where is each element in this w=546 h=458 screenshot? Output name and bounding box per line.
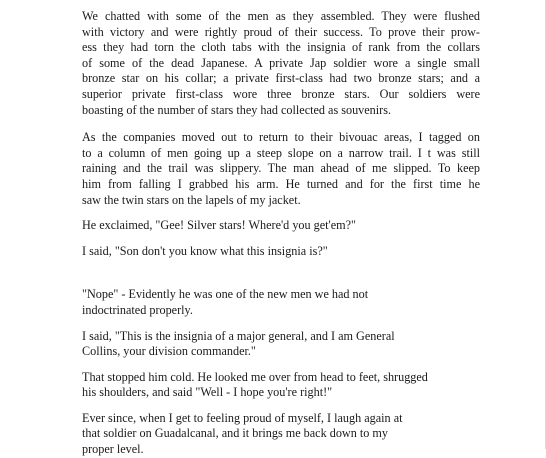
text-line: proper level. [82, 442, 144, 457]
text-line: That stopped him cold. He looked me over from head to feet, shrugged [82, 369, 428, 384]
text-line: to a column of men going up a steep slope on a narrow trail. I t was still [82, 145, 480, 160]
paragraph-4 [82, 244, 480, 260]
text-line: boasting of the number of stars they had collected as souvenirs. [82, 102, 392, 117]
text-line: of some of the dead Japanese. A private Jap soldier wore a single small [82, 55, 480, 70]
paragraph-6 [82, 329, 480, 360]
text-line: that soldier on Guadalcanal, and it brings me back down to my [82, 426, 388, 441]
paragraph-2 [82, 130, 480, 208]
text-line: his shoulders, and said "Well - I hope you're right!" [82, 385, 333, 400]
text-line: him from falling I grabbed his arm. He turned and for the first time he [82, 176, 480, 191]
paragraph-5 [82, 287, 480, 318]
paragraph-3 [82, 218, 480, 234]
text-line: We chatted with some of the men as they assembled. They were flushed [82, 9, 480, 23]
paragraph-1 [82, 9, 480, 118]
text-line: As the companies moved out to return to their bivouac areas, I tagged on [82, 130, 480, 145]
text-line: with victory and were rightly proud of their success. To prove their prow- [82, 24, 480, 39]
text-line: superior private first-class wore three bronze stars. Our soldiers were [82, 86, 480, 101]
text-line: raining and the trail was slippery. The man ahead of me slipped. To keep [82, 161, 480, 176]
text-line: "Nope" - Evidently he was one of the new men we had not [82, 287, 369, 302]
text-line: indoctrinated properly. [82, 302, 193, 317]
text-line: Collins, your division commander." [82, 344, 256, 359]
text-line: I said, "This is the insignia of a major general, and I am General [82, 328, 395, 343]
text-line: ess they had torn the cloth tabs with the insignia of rank from the collars [82, 40, 480, 55]
text-line: I said, "Son don't you know what this insignia is?" [82, 243, 328, 258]
text-line: saw the twin stars on the lapels of my jacket. [82, 192, 301, 207]
text-line: Ever since, when I get to feeling proud of myself, I laugh again at [82, 410, 403, 425]
paragraph-8 [82, 411, 480, 458]
text-line: He exclaimed, "Gee! Silver stars! Where'd you get'em?" [82, 218, 357, 233]
text-line: bronze star on his collar; a private first-class had two bronze stars; and a [82, 71, 480, 86]
document-body [82, 9, 480, 458]
paragraph-7 [82, 370, 480, 401]
